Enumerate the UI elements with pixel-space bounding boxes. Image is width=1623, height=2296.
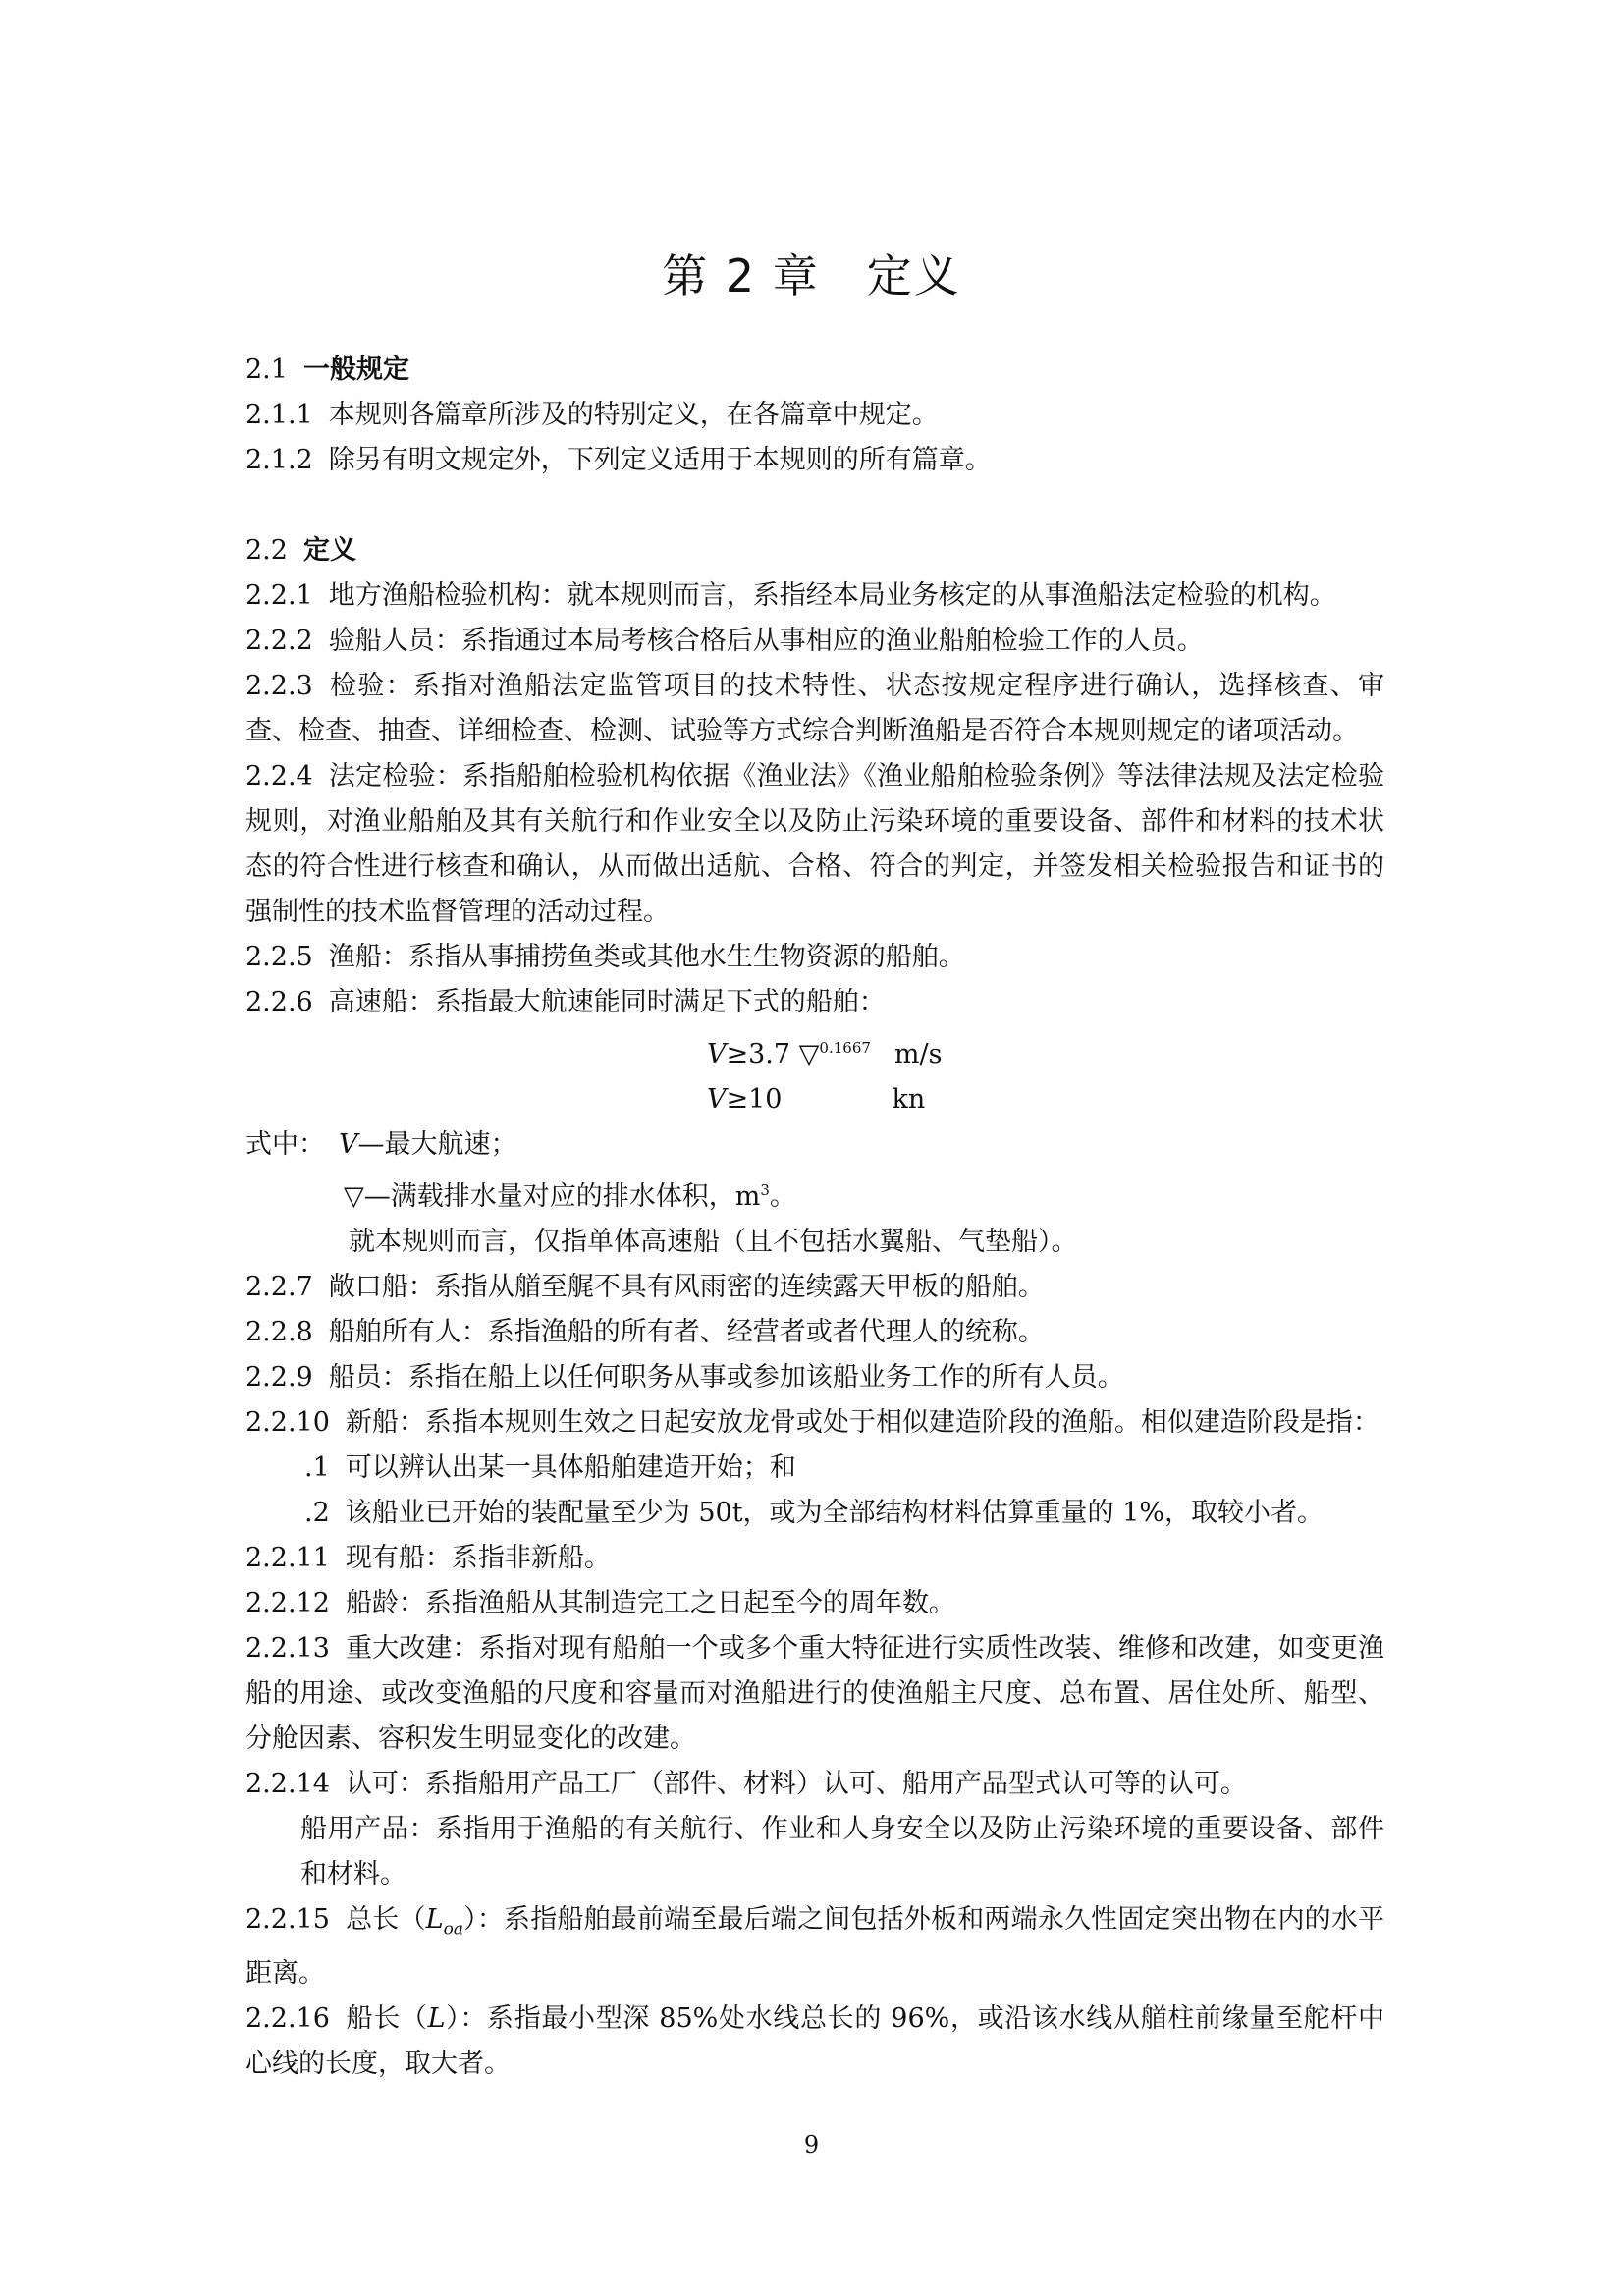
clause-2-2-3: 2.2.3 检验：系指对渔船法定监管项目的技术特性、状态按规定程序进行确认，选择核查、审查、检查、抽查、详细检查、检测、试验等方式综合判断渔船是否符合本规则规定的诸项活动。: [245, 671, 1384, 746]
clause-2-2-10: 2.2.10 新船：系指本规则生效之日起安放龙骨或处于相似建造阶段的渔船。相似建造阶段是指：: [245, 1407, 1380, 1438]
clause-2-2-8: 2.2.8 船舶所有人：系指渔船的所有者、经营者或者代理人的统称。: [245, 1317, 1045, 1347]
clause-2-2-10-item-1: .1 可以辨认出某一具体船舶建造开始；和: [304, 1452, 796, 1483]
clause-2-1-1: 2.1.1 本规则各篇章所涉及的特别定义，在各篇章中规定。: [245, 400, 939, 430]
formula-where-line: 式中： V—最大航速；: [245, 1129, 517, 1160]
clause-2-2-1: 2.2.1 地方渔船检验机构：就本规则而言，系指经本局业务核定的从事渔船法定检验的机构。: [245, 580, 1336, 611]
clause-2-2-9: 2.2.9 船员：系指在船上以任何职务从事或参加该船业务工作的所有人员。: [245, 1362, 1124, 1393]
clause-2-2-14-marine-products: 船用产品：系指用于渔船的有关航行、作业和人身安全以及防止污染环境的重要设备、部件和材料。: [300, 1814, 1384, 1889]
clause-2-2-13: 2.2.13 重大改建：系指对现有船舶一个或多个重大特征进行实质性改装、维修和改建，如变更渔船的用途、或改变渔船的尺度和容量而对渔船进行的使渔船主尺度、总布置、居住处所、船型、分舱因素、容积发生明显变化的改建。: [245, 1633, 1384, 1754]
clause-2-2-11: 2.2.11 现有船：系指非新船。: [245, 1543, 611, 1573]
clause-2-2-7: 2.2.7 敞口船：系指从艏至艉不具有风雨密的连续露天甲板的船舶。: [245, 1272, 1045, 1302]
formula-speed-knots: V≥10 kn: [707, 1084, 926, 1115]
clause-2-2-15: 2.2.15 总长$(L_{oa})$：系指船舶最前端至最后端之间包括外板和两端永久性固定突出物在内的水平距离。: [245, 1904, 1385, 1990]
clause-2-2-5: 2.2.5 渔船：系指从事捕捞鱼类或其他水生生物资源的船舶。: [245, 942, 965, 972]
clause-2-2-16: 2.2.16 船长（L）：系指最小型深 85%处水线总长的 96%，或沿该水线从艏柱前缘量至舵杆中心线的长度，取大者。: [245, 2003, 1385, 2080]
clause-2-2-12: 2.2.12 船龄：系指渔船从其制造完工之日起至今的周年数。: [245, 1588, 955, 1618]
chapter-title: 第 2 章 定义: [662, 249, 961, 302]
document-body: [245, 348, 1384, 2087]
formula-speed: V≥3.7 ▽$^{0.1667}$ m/s: [707, 1039, 943, 1069]
page-number: 9: [803, 2131, 820, 2159]
clause-2-2-14: 2.2.14 认可：系指船用产品工厂（部件、材料）认可、船用产品型式认可等的认可。: [245, 1769, 1247, 1799]
formula-where-volume: ▽—满载排水量对应的排水体积，$m^3$。: [344, 1181, 796, 1212]
clause-2-2-10-item-2: .2 该船业已开始的装配量至少为 50t，或为全部结构材料估算重量的 1%，取较小者。: [304, 1498, 1324, 1528]
section-2-2-heading: 2.2 定义: [245, 535, 356, 566]
section-2-1-heading: 2.1 一般规定: [245, 355, 409, 385]
clause-2-2-2: 2.2.2 验船人员：系指通过本局考核合格后从事相应的渔业船舶检验工作的人员。: [245, 626, 1204, 656]
clause-2-2-4: 2.2.4 法定检验：系指船舶检验机构依据《渔业法》《渔业船舶检验条例》等法律法规及法定检验规则，对渔业船舶及其有关航行和作业安全以及防止污染环境的重要设备、部件和材料的技术状态的符合性进行核查和确认，从而做出适航、合格、符合的判定，并签发相关检验报告和证书的强制性的技术监督管理的活动过程。: [245, 761, 1384, 927]
clause-2-1-2: 2.1.2 除另有明文规定外，下列定义适用于本规则的所有篇章。: [245, 445, 992, 475]
clause-2-2-6: 2.2.6 高速船：系指最大航速能同时满足下式的船舶：: [245, 987, 886, 1017]
clause-2-2-6-note: 就本规则而言，仅指单体高速船（且不包括水翼船、气垫船）。: [349, 1227, 1078, 1257]
